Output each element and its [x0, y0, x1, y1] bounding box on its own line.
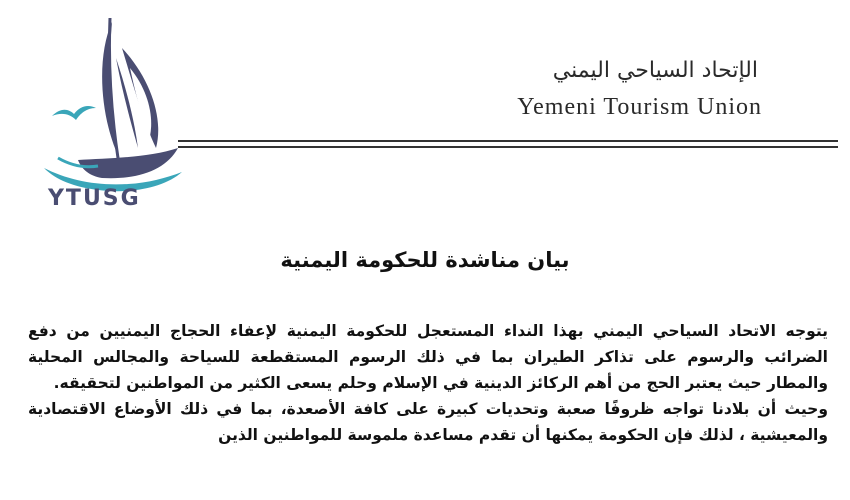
- paragraph-1: يتوجه الاتحاد السياحي اليمني بهذا النداء المستعجل للحكومة اليمنية لإعفاء الحجاج اليمنيين من دفع الضرائب والرسوم على تذاكر الطيران بما في ذلك الرسوم المستقطعة للسياحة والمجالس المحلية والمطار حيث يعتبر الحج من أهم الركائز الدينية في الإسلام وحلم يسعى الكثير من المواطنين لتحقيقه.: [28, 322, 828, 392]
- organization-logo: [38, 8, 188, 213]
- paragraph-2: وحيث أن بلادنا تواجه ظروفًا صعبة وتحديات كبيرة على كافة الأصعدة، بما في ذلك الأوضاع الاقتصادية والمعيشية ، لذلك فإن الحكومة يمكنها أن تقدم مساعدة ملموسة للمواطنين الذين: [28, 400, 828, 444]
- header-divider-top: [178, 140, 838, 142]
- document-title: بيان مناشدة للحكومة اليمنية: [280, 248, 570, 272]
- org-name-arabic: الإتحاد السياحي اليمني: [552, 58, 758, 83]
- logo-wordmark: YTUSG: [48, 186, 141, 211]
- sailboat-logo-icon: [38, 8, 188, 193]
- org-name-english: Yemeni Tourism Union: [517, 94, 762, 120]
- document-body: [28, 318, 828, 448]
- header-divider-bottom: [178, 146, 838, 148]
